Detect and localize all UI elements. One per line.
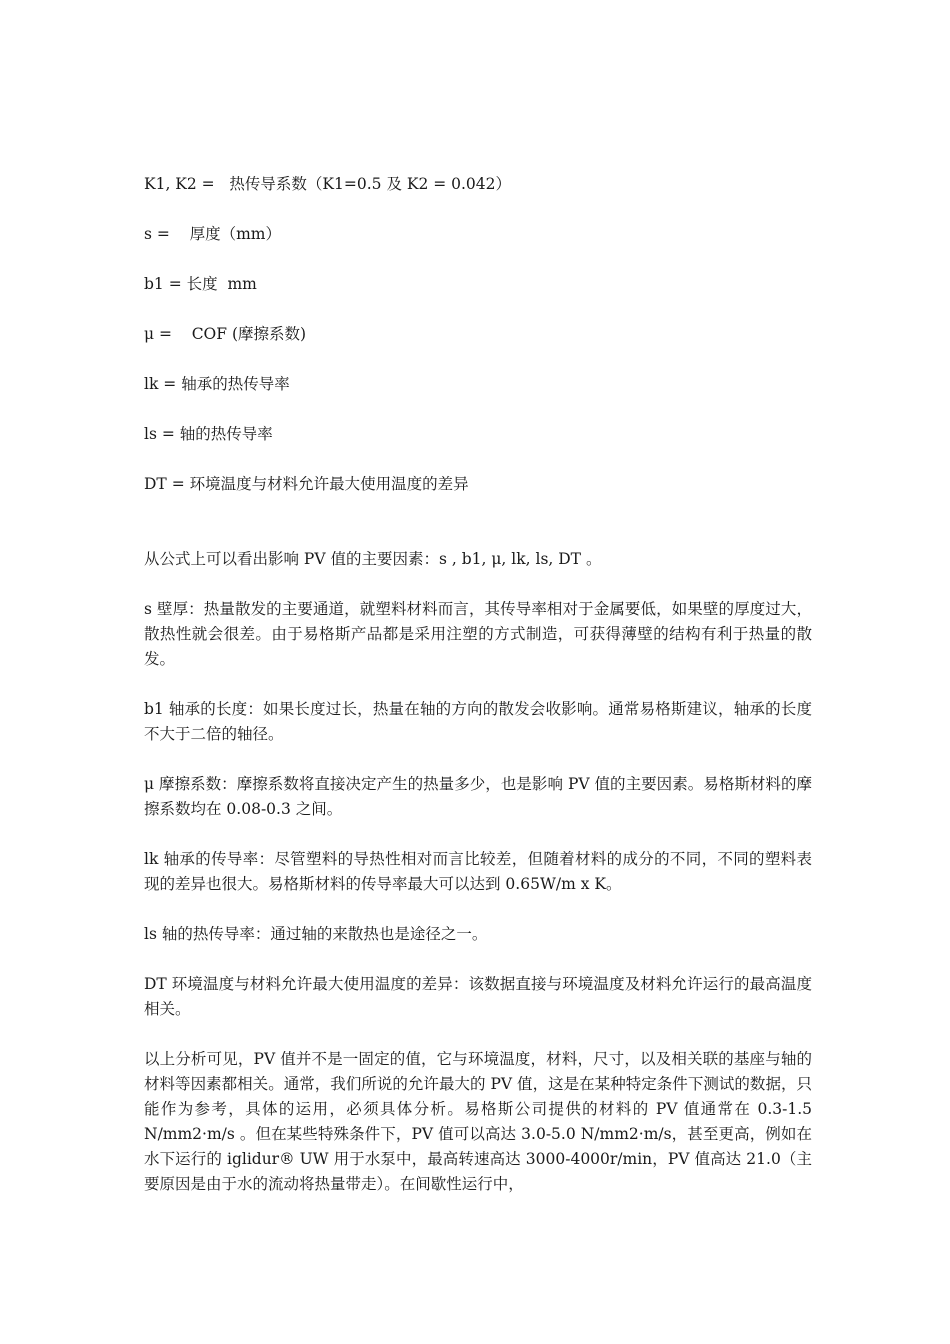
definition-ls: ls = 轴的热传导率 [144, 425, 273, 443]
definition-dt: DT = 环境温度与材料允许最大使用温度的差异 [144, 475, 469, 493]
definition-b1: b1 = 长度 mm [144, 275, 257, 293]
paragraph-pv-analysis: 以上分析可见，PV 值并不是一固定的值，它与环境温度，材料，尺寸，以及相关联的基座与轴的材料等因素都相关。通常，我们所说的允许最大的 PV 值，这是在某种特定条件下测试的数据，只能作为参考，具体的运用，必须具体分析。易格斯公司提供的材料的 PV 值通常在 0.3-1.5 N/mm2·m/s 。但在某些特殊条件下，PV 值可以高达 3.0-5.0 N/mm2·m/s，甚至更高，例如在水下运行的 iglidur® UW 用于水泵中，最高转速高达 3000-4000r/min，PV 值高达 21.0（主要原因是由于水的流动将热量带走）。在间歇性运行中， [144, 1050, 812, 1193]
definition-s: s = 厚度（mm） [144, 225, 281, 243]
paragraph-bearing-length: b1 轴承的长度：如果长度过长，热量在轴的方向的散发会收影响。通常易格斯建议，轴承的长度不大于二倍的轴径。 [144, 700, 812, 743]
paragraph-temperature-difference: DT 环境温度与材料允许最大使用温度的差异：该数据直接与环境温度及材料允许运行的最高温度相关。 [144, 975, 812, 1018]
definition-mu: μ = COF (摩擦系数) [144, 325, 307, 343]
document-body [144, 172, 812, 1222]
definition-k1-k2: K1, K2 = 热传导系数（K1=0.5 及 K2 = 0.042） [144, 175, 512, 193]
paragraph-bearing-conductivity: lk 轴承的传导率：尽管塑料的导热性相对而言比较差，但随着材料的成分的不同，不同的塑料表现的差异也很大。易格斯材料的传导率最大可以达到 0.65W/m x K。 [144, 850, 812, 893]
paragraph-factors-summary: 从公式上可以看出影响 PV 值的主要因素：s , b1, μ, lk, ls, DT 。 [144, 550, 602, 568]
spacer [144, 522, 812, 547]
paragraph-friction-coefficient: μ 摩擦系数：摩擦系数将直接决定产生的热量多少，也是影响 PV 值的主要因素。易格斯材料的摩擦系数均在 0.08-0.3 之间。 [144, 775, 812, 818]
paragraph-wall-thickness: s 壁厚：热量散发的主要通道，就塑料材料而言，其传导率相对于金属要低，如果壁的厚度过大，散热性就会很差。由于易格斯产品都是采用注塑的方式制造，可获得薄壁的结构有利于热量的散发。 [144, 600, 812, 668]
paragraph-shaft-conductivity: ls 轴的热传导率：通过轴的来散热也是途径之一。 [144, 925, 488, 943]
definition-lk: lk = 轴承的热传导率 [144, 375, 290, 393]
